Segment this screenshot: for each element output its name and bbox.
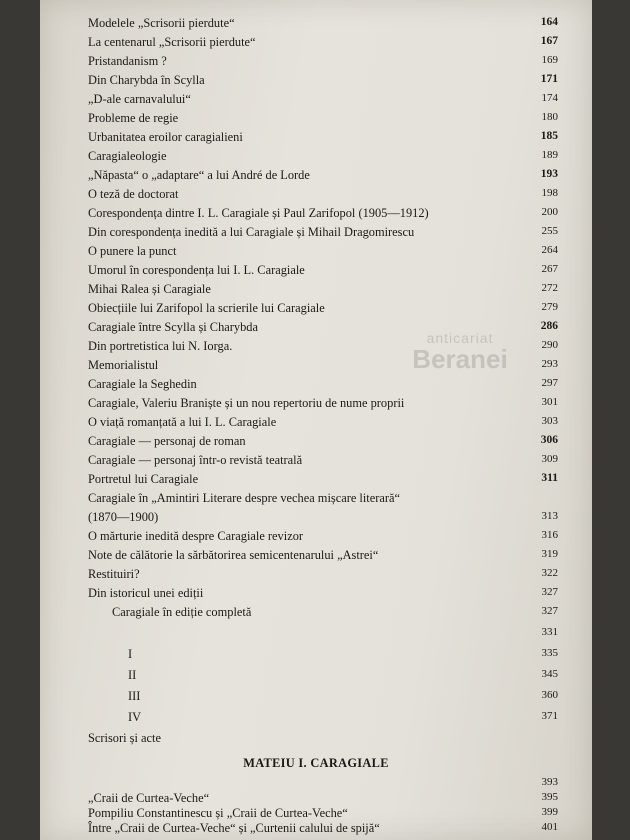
toc-entry: O punere la punct 264 — [88, 244, 558, 258]
toc-subentry: IV 371 — [128, 710, 558, 724]
toc-entry: Caragialeologie 189 — [88, 149, 558, 163]
toc-entry: Caragiale la Seghedin 297 — [88, 377, 558, 391]
toc-entry: Caragiale, Valeriu Braniște și un nou repertoriu de nume proprii 301 — [88, 396, 558, 410]
toc-entry: Din portretistica lui N. Iorga. 290 — [88, 339, 558, 353]
toc-subentry: Caragiale în ediție completă 327 — [112, 605, 558, 619]
toc-entry: Restituiri? 322 — [88, 567, 558, 581]
toc-entry: La centenarul „Scrisorii pierdute“ 167 — [88, 35, 558, 49]
book-page — [40, 0, 592, 840]
toc-entry: O viață romanțată a lui I. L. Caragiale 303 — [88, 415, 558, 429]
section-heading: MATEIU I. CARAGIALE — [243, 756, 389, 770]
toc-entry: Caragiale — personaj într-o revistă teatrală 309 — [88, 453, 558, 467]
toc-entry: Note de călătorie la sărbătorirea semicentenarului „Astrei“ 319 — [88, 548, 558, 562]
toc-entry: Din istoricul unei ediții 327 — [88, 586, 558, 600]
toc-subentry: III 360 — [128, 689, 558, 703]
toc-entry: „Năpasta“ o „adaptare“ a lui André de Lorde 193 — [88, 168, 558, 182]
toc-entry: Modelele „Scrisorii pierdute“ 164 — [88, 16, 558, 30]
watermark-line-1: anticariat — [426, 330, 494, 346]
toc-entry: O teză de doctorat 198 — [88, 187, 558, 201]
toc-entry: „Craii de Curtea-Veche“ 395 — [88, 791, 558, 805]
toc-entry: Portretul lui Caragiale 311 — [88, 472, 558, 486]
toc-subentry: 331 — [541, 626, 558, 638]
toc-entry: Din corespondența inedită a lui Caragiale și Mihail Dragomirescu 255 — [88, 225, 558, 239]
toc-entry: (1870—1900) 313 — [88, 510, 558, 524]
toc-entry: Urbanitatea eroilor caragialieni 185 — [88, 130, 558, 144]
toc-entry: Pristandanism ? 169 — [88, 54, 558, 68]
toc-entry: O mărturie inedită despre Caragiale revizor 316 — [88, 529, 558, 543]
toc-entry: Obiecțiile lui Zarifopol la scrierile lui Caragiale 279 — [88, 301, 558, 315]
watermark-line-2: Beranei — [412, 344, 508, 374]
toc-subentry: II 345 — [128, 668, 558, 682]
toc-entry: Între „Craii de Curtea-Veche“ și „Curtenii calului de spijă“ 401 — [88, 821, 558, 835]
toc-entry: Memorialistul 293 — [88, 358, 558, 372]
toc-entry: 393 — [541, 776, 558, 788]
toc-entry: Pompiliu Constantinescu și „Craii de Curtea-Veche“ 399 — [88, 806, 558, 820]
toc-entry: Caragiale — personaj de roman 306 — [88, 434, 558, 448]
toc-entry: Probleme de regie 180 — [88, 111, 558, 125]
toc-entry: „D-ale carnavalului“ 174 — [88, 92, 558, 106]
toc-entry: Caragiale între Scylla și Charybda 286 — [88, 320, 558, 334]
toc-entry: Din Charybda în Scylla 171 — [88, 73, 558, 87]
toc-entry: Mihai Ralea și Caragiale 272 — [88, 282, 558, 296]
toc-entry: Umorul în corespondența lui I. L. Caragiale 267 — [88, 263, 558, 277]
toc-entry: Corespondența dintre I. L. Caragiale și Paul Zarifopol (1905—1912) 200 — [88, 206, 558, 220]
toc-entry-scrisori: Scrisori și acte — [88, 731, 161, 745]
toc-entry: Caragiale în „Amintiri Literare despre vechea mișcare literară“ — [88, 491, 401, 505]
toc-subentry: I 335 — [128, 647, 558, 661]
